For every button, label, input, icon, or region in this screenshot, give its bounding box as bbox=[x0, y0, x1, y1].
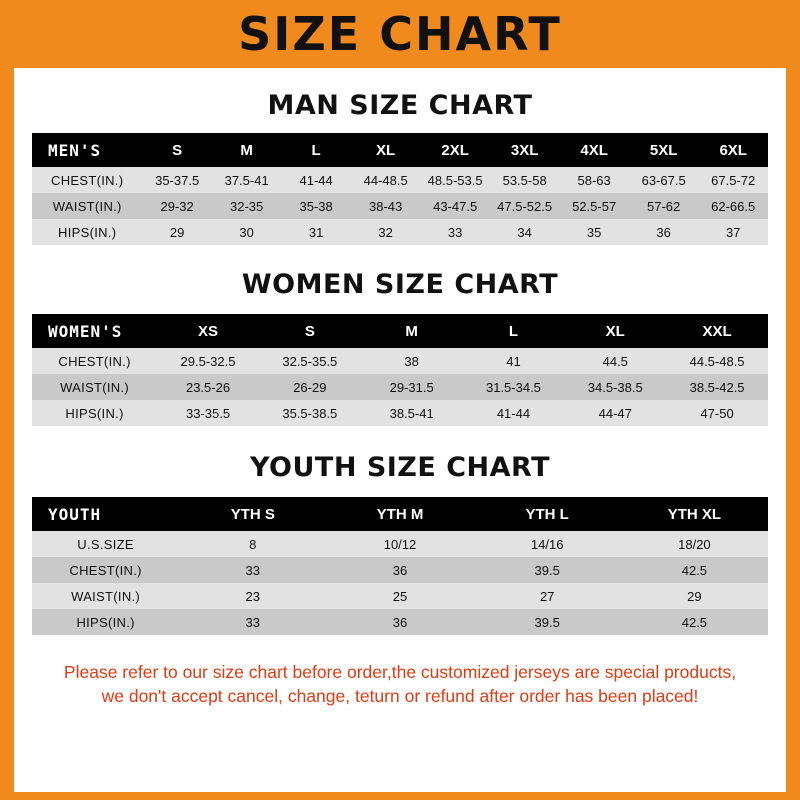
men-row-label-hips: HIPS(IN.) bbox=[58, 224, 117, 240]
women-col-xl: XL bbox=[605, 322, 625, 340]
table-row bbox=[32, 609, 768, 635]
men-hips-m: 30 bbox=[239, 224, 254, 240]
women-waist-xs: 23.5-26 bbox=[185, 379, 231, 395]
men-row-label-chest: CHEST(IN.) bbox=[51, 172, 124, 188]
men-col-l: L bbox=[311, 141, 321, 159]
women-size-table bbox=[32, 314, 768, 426]
women-hips-l: 41-44 bbox=[496, 405, 531, 421]
women-hips-m: 38.5-41 bbox=[389, 405, 434, 421]
youth-waist-xl: 29 bbox=[687, 588, 702, 604]
youth-ussize-xl: 18/20 bbox=[678, 536, 711, 552]
table-row bbox=[32, 374, 768, 400]
women-col-l: L bbox=[508, 322, 519, 340]
chart-content bbox=[14, 90, 786, 708]
youth-hips-m: 36 bbox=[392, 614, 408, 630]
youth-hips-l: 39.5 bbox=[534, 614, 560, 630]
youth-chest-l: 39.5 bbox=[534, 562, 560, 578]
women-chest-l: 41 bbox=[506, 353, 521, 369]
women-chest-xs: 29.5-32.5 bbox=[180, 353, 236, 369]
table-header-row bbox=[32, 314, 768, 348]
men-col-5xl: 5XL bbox=[649, 141, 678, 159]
youth-col-l: YTH L bbox=[525, 505, 569, 523]
youth-waist-l: 27 bbox=[539, 588, 555, 604]
men-waist-xl: 38-43 bbox=[369, 198, 403, 214]
men-waist-m: 32-35 bbox=[230, 198, 264, 214]
women-waist-s: 26-29 bbox=[293, 379, 327, 395]
order-policy-note-line2: we don't accept cancel, change, teturn or refund after order has been placed! bbox=[101, 685, 699, 706]
women-chest-m: 38 bbox=[404, 353, 419, 369]
table-header-row bbox=[32, 133, 768, 167]
women-hips-xl: 44-47 bbox=[598, 405, 632, 421]
youth-size-table bbox=[32, 497, 768, 635]
youth-chest-s: 33 bbox=[245, 562, 261, 578]
women-col-xxl: XXL bbox=[702, 322, 732, 340]
table-row bbox=[32, 557, 768, 583]
women-chest-s: 32.5-35.5 bbox=[282, 353, 338, 369]
men-waist-3xl: 47.5-52.5 bbox=[497, 198, 553, 214]
youth-col-m: YTH M bbox=[376, 505, 424, 523]
women-hips-xxl: 47-50 bbox=[700, 405, 734, 421]
table-row bbox=[32, 531, 768, 557]
men-hips-6xl: 37 bbox=[725, 224, 741, 240]
men-waist-s: 29-32 bbox=[160, 198, 194, 214]
men-hips-l: 31 bbox=[308, 224, 324, 240]
youth-waist-s: 23 bbox=[245, 588, 261, 604]
men-hips-5xl: 36 bbox=[656, 224, 671, 240]
men-chest-2xl: 48.5-53.5 bbox=[427, 172, 483, 188]
men-col-xl: XL bbox=[376, 141, 396, 159]
page-title: SIZE CHART bbox=[238, 7, 562, 61]
women-waist-l: 31.5-34.5 bbox=[485, 379, 541, 395]
men-col-s: S bbox=[172, 141, 183, 159]
table-row bbox=[32, 193, 768, 219]
table-row bbox=[32, 583, 768, 609]
table-row bbox=[32, 400, 768, 426]
women-row-label-hips: HIPS(IN.) bbox=[65, 405, 124, 421]
men-waist-l: 35-38 bbox=[299, 198, 333, 214]
youth-hips-xl: 42.5 bbox=[681, 614, 708, 630]
men-hips-s: 29 bbox=[169, 224, 185, 240]
men-size-table bbox=[32, 133, 768, 245]
youth-col-xl: YTH XL bbox=[667, 505, 722, 523]
women-col-m: M bbox=[405, 322, 418, 340]
women-waist-m: 29-31.5 bbox=[389, 379, 434, 395]
youth-col-s: YTH S bbox=[230, 505, 275, 523]
men-col-2xl: 2XL bbox=[441, 141, 469, 159]
youth-row-label-hips: HIPS(IN.) bbox=[76, 614, 135, 630]
footer-accent-bar bbox=[14, 792, 786, 800]
youth-row-label-ussize: U.S.SIZE bbox=[77, 536, 134, 552]
youth-header-label: YOUTH bbox=[48, 504, 102, 524]
order-policy-note bbox=[32, 661, 768, 708]
women-col-s: S bbox=[304, 322, 315, 340]
women-header-label: WOMEN'S bbox=[48, 321, 123, 341]
men-waist-6xl: 62-66.5 bbox=[711, 198, 756, 214]
men-col-4xl: 4XL bbox=[580, 141, 608, 159]
women-row-label-chest: CHEST(IN.) bbox=[58, 353, 131, 369]
women-chest-xxl: 44.5-48.5 bbox=[689, 353, 745, 369]
women-chest-xl: 44.5 bbox=[602, 353, 628, 369]
youth-waist-m: 25 bbox=[392, 588, 408, 604]
women-col-xs: XS bbox=[198, 322, 219, 340]
section-title-women: WOMEN SIZE CHART bbox=[241, 269, 559, 300]
youth-ussize-m: 10/12 bbox=[383, 536, 417, 552]
youth-row-label-chest: CHEST(IN.) bbox=[69, 562, 142, 578]
youth-hips-s: 33 bbox=[245, 614, 261, 630]
youth-ussize-l: 14/16 bbox=[530, 536, 564, 552]
men-header-label: MEN'S bbox=[48, 140, 102, 160]
men-chest-5xl: 63-67.5 bbox=[641, 172, 686, 188]
section-title-man: MAN SIZE CHART bbox=[267, 90, 533, 121]
table-header-row bbox=[32, 497, 768, 531]
men-chest-6xl: 67.5-72 bbox=[711, 172, 756, 188]
table-row bbox=[32, 219, 768, 245]
men-hips-2xl: 33 bbox=[447, 224, 463, 240]
women-row-label-waist: WAIST(IN.) bbox=[60, 379, 130, 395]
youth-row-label-waist: WAIST(IN.) bbox=[71, 588, 141, 604]
men-chest-m: 37.5-41 bbox=[224, 172, 269, 188]
men-hips-xl: 32 bbox=[378, 224, 393, 240]
header-band bbox=[14, 0, 786, 68]
men-col-3xl: 3XL bbox=[510, 141, 539, 159]
order-policy-note-line1: Please refer to our size chart before order,the customized jerseys are special products, bbox=[63, 662, 737, 682]
men-hips-4xl: 35 bbox=[586, 224, 602, 240]
women-waist-xxl: 38.5-42.5 bbox=[689, 379, 745, 395]
section-title-youth: YOUTH SIZE CHART bbox=[249, 452, 551, 483]
men-chest-3xl: 53.5-58 bbox=[502, 172, 547, 188]
men-col-6xl: 6XL bbox=[719, 141, 747, 159]
women-hips-s: 35.5-38.5 bbox=[282, 405, 338, 421]
men-chest-4xl: 58-63 bbox=[577, 172, 611, 188]
men-chest-l: 41-44 bbox=[299, 172, 333, 188]
men-waist-5xl: 57-62 bbox=[647, 198, 681, 214]
men-row-label-waist: WAIST(IN.) bbox=[52, 198, 122, 214]
men-chest-s: 35-37.5 bbox=[155, 172, 200, 188]
table-row bbox=[32, 348, 768, 374]
youth-chest-xl: 42.5 bbox=[681, 562, 708, 578]
youth-chest-m: 36 bbox=[392, 562, 408, 578]
women-waist-xl: 34.5-38.5 bbox=[587, 379, 643, 395]
youth-ussize-s: 8 bbox=[249, 536, 257, 552]
men-waist-2xl: 43-47.5 bbox=[433, 198, 478, 214]
men-chest-xl: 44-48.5 bbox=[363, 172, 408, 188]
men-waist-4xl: 52.5-57 bbox=[572, 198, 617, 214]
men-hips-3xl: 34 bbox=[517, 224, 532, 240]
table-row bbox=[32, 167, 768, 193]
men-col-m: M bbox=[240, 141, 253, 159]
women-hips-xs: 33-35.5 bbox=[185, 405, 231, 421]
